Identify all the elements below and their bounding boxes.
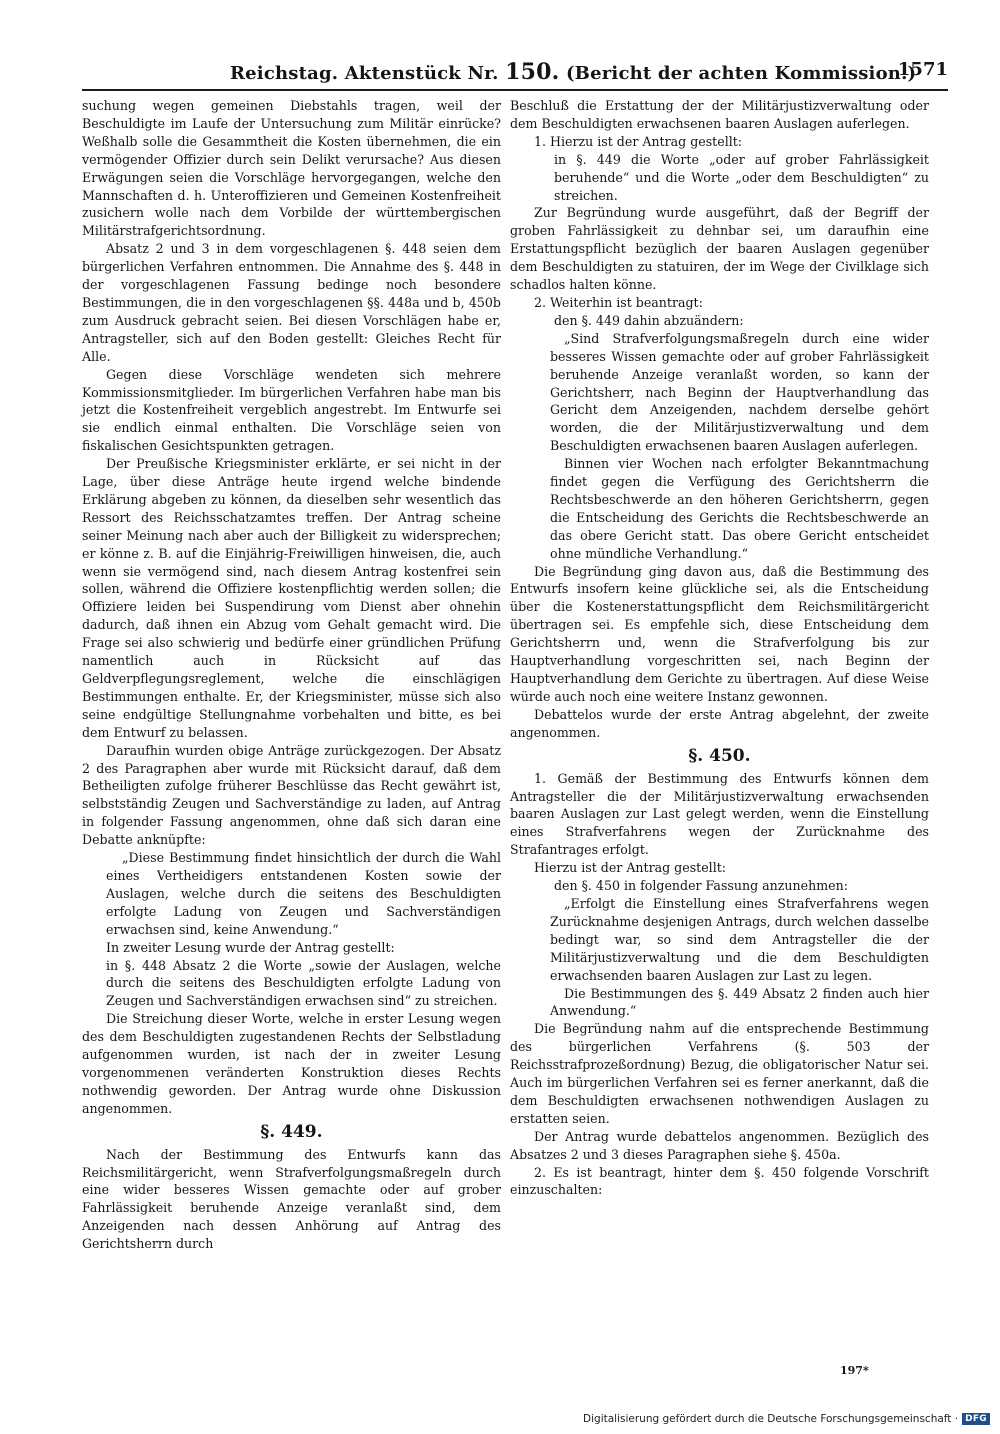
paragraph: 2. Es ist beantragt, hinter dem §. 450 folgende Vorschrift einzuschalten: — [510, 1164, 929, 1198]
paragraph: in §. 449 die Worte „oder auf grober Fahrlässigkeit beruhende“ und die Worte „oder dem Beschuldigten“ zu streichen. — [554, 151, 929, 203]
paragraph: 1. Hierzu ist der Antrag gestellt: — [534, 133, 743, 149]
paragraph: Der Antrag wurde debattelos angenommen. Bezüglich des Absatzes 2 und 3 dieses Paragraphen siehe §. 450a. — [510, 1128, 929, 1162]
document-number: 150. — [505, 59, 560, 85]
paragraph: 1. Gemäß der Bestimmung des Entwurfs können dem Antragsteller die der Militärjustizverwaltung erwachsenden baaren Auslagen zur Last gelegt werden, wenn die Einstellung eines Strafverfahrens wegen der Zurücknahme des Strafantrages erfolgt. — [510, 770, 929, 858]
paragraph: Der Preußische Kriegsminister erklärte, er sei nicht in der Lage, über diese Anträge heute irgend welche bindende Erklärung abgeben zu können, da dieselben sehr wesentlich das Ressort des Reichsschatzamtes treffen. Der Antrag scheine seiner Meinung nach aber auch der Billigkeit zu widersprechen; er könne z. B. auf die Einjährig-Freiwilligen hinweisen, die, auch wenn sie vermögend sind, nach diesem Antrag kostenfrei sein sollen, während die Offiziere kostenpflichtig werden sollen; die Offiziere leiden bei Suspendirung vom Dienst aber ohnehin dadurch, daß ihnen ein Abzug vom Gehalt gemacht wird. Die Frage sei also schwierig und bedürfe einer gründlichen Prüfung namentlich auch in Rücksicht auf das Geldverpflegungsreglement, welche die einschlägigen Bestimmungen enthalte. Er, der Kriegsminister, müsse sich also seine endgültige Stellungnahme vorbehalten und bitte, es bei dem Entwurf zu belassen. — [82, 456, 501, 740]
left-column — [82, 97, 501, 1359]
page-number: 1571 — [897, 59, 948, 80]
paragraph: suchung wegen gemeinen Diebstahls tragen, weil der Beschuldigte im Laufe der Untersuchung zum Militär einrücke? Weßhalb solle die Gesammtheit die Kosten übernehmen, die ein vermögender Offizier durch sein Delikt verursache? Aus diesen Erwägungen seien die Vorschläge hervorgegangen, welche den Mannschaften d. h. Unteroffizieren und Gemeinen Kostenfreiheit zusichern wolle nach dem Vorbilde der württembergischen Militärstrafgerichtsordnung. — [82, 98, 501, 239]
paragraph: den §. 450 in folgender Fassung anzunehmen: — [554, 878, 848, 894]
quoted-provision: Die Bestimmungen des §. 449 Absatz 2 finden auch hier Anwendung.“ — [550, 985, 929, 1019]
paragraph: Nach der Bestimmung des Entwurfs kann das Reichsmilitärgericht, wenn Strafverfolgungsmaßregeln durch eine wider besseres Wissen gemachte oder auf grober Fahrlässigkeit beruhende Anzeige veranlaßt sind, dem Anzeigenden nach dessen Anhörung auf Antrag des Gerichtsherrn durch — [82, 1146, 501, 1252]
paragraph: Hierzu ist der Antrag gestellt: — [534, 860, 727, 876]
section-heading: §. 450. — [688, 745, 751, 766]
quoted-provision: in §. 448 Absatz 2 die Worte „sowie der Auslagen, welche durch die seitens des Beschuldigten erfolgte Ladung von Zeugen und Sachverständigen erwachsen sind“ zu streichen. — [106, 957, 501, 1009]
paragraph: Die Begründung nahm auf die entsprechende Bestimmung des bürgerlichen Verfahrens (§. 503 der Reichsstrafprozeßordnung) Bezug, die obligatorischer Natur sei. Auch im bürgerlichen Verfahren sei es ferner anerkannt, daß die dem Beschuldigten erwachsenen nothwendigen Auslagen zu erstatten seien. — [510, 1021, 929, 1126]
paragraph: Beschluß die Erstattung der der Militärjustizverwaltung oder dem Beschuldigten erwachsenen baaren Auslagen auferlegen. — [510, 98, 929, 131]
paragraph: Debattelos wurde der erste Antrag abgelehnt, der zweite angenommen. — [510, 706, 929, 740]
paragraph: Zur Begründung wurde ausgeführt, daß der Begriff der groben Fahrlässigkeit zu dehnbar sei, um daraufhin eine Erstattungspflicht bezüglich der baaren Auslagen gegenüber dem Beschuldigten zu statuiren, der im Wege der Civilklage sich schadlos halten könne. — [510, 205, 929, 293]
paragraph: den §. 449 dahin abzuändern: — [554, 312, 744, 328]
right-column — [510, 97, 929, 1352]
quoted-provision: Binnen vier Wochen nach erfolgter Bekanntmachung findet gegen die Verfügung des Gerichtsherrn die Rechtsbeschwerde an den höheren Gerichtsherrn, gegen die Entscheidung des Gerichts die Rechtsbeschwerde an das obere Gericht statt. Das obere Gericht entscheidet ohne mündliche Verhandlung.“ — [550, 456, 929, 561]
section-heading: §. 449. — [260, 1121, 323, 1142]
header-rule — [82, 89, 948, 91]
paragraph: Daraufhin wurden obige Anträge zurückgezogen. Der Absatz 2 des Paragraphen aber wurde mit Rücksicht darauf, daß dem Betheiligten zufolge früherer Beschlüsse das Recht gewährt ist, selbstständig Zeugen und Sachverständige zu laden, auf Antrag in folgender Fassung angenommen, ohne daß sich daran eine Debatte anknüpfte: — [82, 742, 501, 848]
paragraph: Die Streichung dieser Worte, welche in erster Lesung wegen des dem Beschuldigten zugestandenen Rechts der Selbstladung aufgenommen wurden, ist nach der in zweiter Lesung vorgenommenen veränderten Konstruktion dieses Rechts nothwendig geworden. Der Antrag wurde ohne Diskussion angenommen. — [82, 1011, 501, 1116]
quoted-provision: „Sind Strafverfolgungsmaßregeln durch eine wider besseres Wissen gemachte oder auf grober Fahrlässigkeit beruhende Anzeige veranlaßt worden, so kann der Gerichtsherr, nach Beginn der Hauptverhandlung das Gericht dem Anzeigenden, nachdem derselbe gehört worden, die der Militärjustizverwaltung und dem Beschuldigten erwachsenen baaren Auslagen auferlegen. — [550, 330, 929, 454]
paragraph: Absatz 2 und 3 in dem vorgeschlagenen §. 448 seien dem bürgerlichen Verfahren entnommen. Die Annahme des §. 448 in der vorgeschlagenen Fassung bedinge noch besondere Bestimmungen, die in den vorgeschlagenen §§. 448a und b, 450b zum Ausdruck gebracht seien. Bei diesen Vorschlägen habe er, Antragsteller, sich auf den Boden gestellt: Gleiches Recht für Alle. — [82, 241, 501, 364]
dfg-logo: DFG — [962, 1413, 990, 1425]
paragraph: In zweiter Lesung wurde der Antrag gestellt: — [106, 939, 395, 955]
running-title-prefix: Reichstag. Aktenstück Nr. — [230, 63, 499, 84]
paragraph: 2. Weiterhin ist beantragt: — [534, 294, 703, 310]
signature-mark: 197* — [840, 1364, 869, 1377]
quoted-provision: „Erfolgt die Einstellung eines Strafverfahrens wegen Zurücknahme desjenigen Antrags, durch welchen dasselbe bedingt war, so sind dem Antragsteller die der Militärjustizverwaltung und die dem Beschuldigten erwachsenden baaren Auslagen zur Last zu legen. — [550, 895, 929, 983]
running-title-suffix: (Bericht der achten Kommission.) — [565, 63, 917, 84]
digitization-footer — [583, 1413, 990, 1425]
paragraph: Gegen diese Vorschläge wendeten sich mehrere Kommissionsmitglieder. Im bürgerlichen Verfahren habe man bis jetzt die Kostenfreiheit vergeblich angestrebt. Im Entwurfe sei sie endlich einmal enthalten. Die Vorschläge seien von fiskalischen Gesichtspunkten getragen. — [82, 366, 501, 454]
running-title — [230, 59, 916, 85]
running-header — [82, 55, 948, 89]
footer-text: Digitalisierung gefördert durch die Deutsche Forschungsgemeinschaft · — [583, 1413, 959, 1425]
paragraph: Die Begründung ging davon aus, daß die Bestimmung des Entwurfs insofern keine glückliche sei, als die Entscheidung über die Kostenerstattungspflicht dem Reichsmilitärgericht übertragen sei. Es empfehle sich, diese Entscheidung dem Gerichtsherrn und, wenn die Strafverfolgung bis zur Hauptverhandlung vorgeschritten sei, nach Beginn der Hauptverhandlung dem Gerichte zu übertragen. Auf diese Weise würde auch noch eine weitere Instanz gewonnen. — [510, 563, 929, 704]
quoted-provision: „Diese Bestimmung findet hinsichtlich der durch die Wahl eines Vertheidigers entstandenen Kosten sowie der Auslagen, welche durch die seitens des Beschuldigten erfolgte Ladung von Zeugen und Sachverständigen erwachsen sind, keine Anwendung.“ — [106, 850, 501, 937]
